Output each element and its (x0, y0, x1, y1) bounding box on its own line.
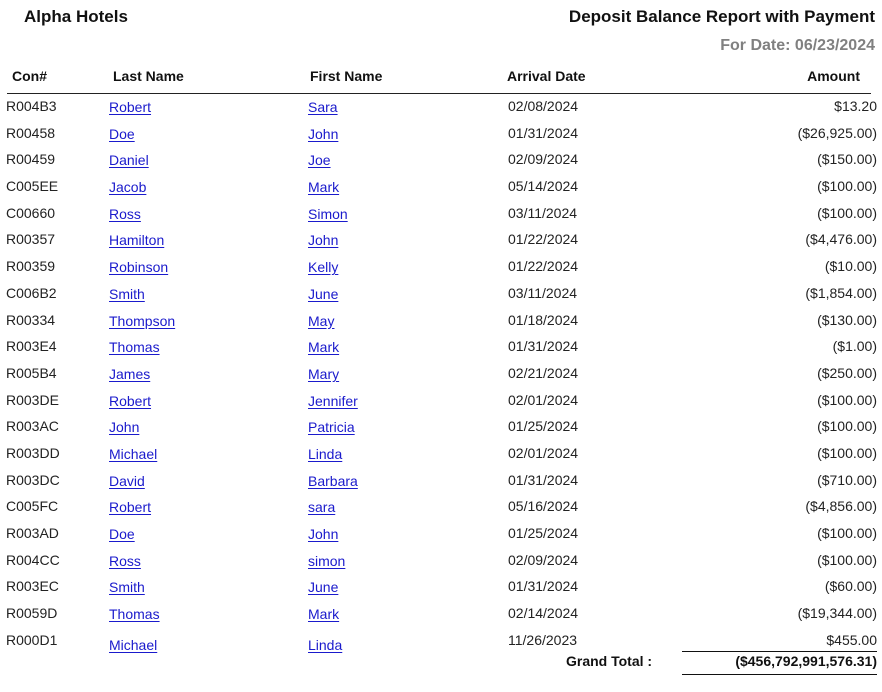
grand-total-top-rule (682, 651, 877, 652)
first-name-link[interactable]: Joe (308, 152, 331, 169)
arrival-date: 01/31/2024 (508, 578, 579, 595)
report-rows (0, 94, 882, 654)
confirmation-number: R00357 (6, 231, 56, 248)
amount: ($1,854.00) (805, 284, 877, 301)
last-name-link[interactable]: Jacob (109, 179, 147, 196)
amount: ($4,856.00) (805, 498, 877, 515)
first-name-link[interactable]: Sara (308, 99, 338, 115)
amount: ($10.00) (824, 258, 877, 275)
confirmation-number: R005B4 (6, 364, 57, 381)
table-row (0, 601, 882, 628)
first-name-link[interactable]: Mark (308, 606, 340, 623)
arrival-date: 11/26/2023 (508, 631, 578, 648)
arrival-date: 02/01/2024 (508, 391, 579, 408)
table-row (0, 548, 882, 575)
last-name-link[interactable]: Smith (109, 579, 145, 596)
confirmation-number: C005FC (6, 498, 59, 515)
confirmation-number: R00458 (6, 124, 56, 141)
table-row (0, 361, 882, 388)
arrival-date: 02/14/2024 (508, 605, 579, 622)
last-name-link[interactable]: Robinson (109, 259, 169, 276)
last-name-link[interactable]: Thomas (109, 606, 160, 623)
first-name-link[interactable]: Mark (308, 339, 340, 356)
first-name-link[interactable]: John (308, 232, 339, 249)
first-name-link[interactable]: Jennifer (308, 392, 358, 409)
table-row (0, 521, 882, 548)
confirmation-number: R0059D (6, 605, 58, 622)
confirmation-number: R003AD (6, 525, 59, 541)
amount: ($250.00) (817, 364, 877, 381)
table-row (0, 254, 882, 281)
confirmation-number: R00459 (6, 151, 56, 168)
table-row (0, 227, 882, 254)
amount: ($100.00) (817, 391, 877, 408)
report-date: For Date: 06/23/2024 (720, 37, 875, 54)
report-title: Deposit Balance Report with Payment (568, 7, 875, 26)
arrival-date: 03/11/2024 (508, 204, 578, 221)
last-name-link[interactable]: David (109, 472, 145, 489)
last-name-link[interactable]: Michael (109, 445, 158, 462)
table-row (0, 574, 882, 601)
confirmation-number: R004CC (6, 551, 60, 568)
confirmation-number: R000D1 (6, 631, 58, 648)
first-name-link[interactable]: Linda (308, 636, 343, 653)
arrival-date: 02/08/2024 (508, 98, 579, 114)
last-name-link[interactable]: Doe (109, 526, 135, 542)
confirmation-number: R00334 (6, 311, 56, 328)
last-name-link[interactable]: Robert (109, 99, 152, 115)
arrival-date: 05/14/2024 (508, 178, 579, 195)
last-name-link[interactable]: Robert (109, 499, 152, 516)
last-name-link[interactable]: John (109, 419, 140, 436)
last-name-link[interactable]: James (109, 365, 151, 382)
confirmation-number: R003EC (6, 578, 59, 595)
arrival-date: 01/31/2024 (508, 124, 579, 141)
confirmation-number: R004B3 (6, 98, 57, 114)
arrival-date: 01/22/2024 (508, 258, 579, 275)
table-row (0, 308, 882, 335)
first-name-link[interactable]: Barbara (308, 472, 358, 489)
column-header-first-name: First Name (310, 68, 383, 84)
amount: ($60.00) (824, 578, 877, 595)
column-header-con: Con# (12, 68, 47, 84)
table-row (0, 121, 882, 148)
amount: ($1.00) (832, 338, 877, 355)
table-row (0, 201, 882, 228)
table-row (0, 388, 882, 415)
table-row (0, 494, 882, 521)
grand-total-bottom-rule (682, 674, 877, 675)
company-name: Alpha Hotels (24, 7, 128, 26)
first-name-link[interactable]: Mark (308, 179, 340, 196)
table-row (0, 334, 882, 361)
first-name-link[interactable]: John (308, 125, 339, 142)
first-name-link[interactable]: simon (308, 552, 346, 569)
confirmation-number: R003E4 (6, 338, 57, 355)
confirmation-number: R003DD (6, 444, 60, 461)
first-name-link[interactable]: June (308, 285, 339, 302)
table-row (0, 281, 882, 308)
table-row (0, 441, 882, 468)
table-row (0, 147, 882, 174)
arrival-date: 01/31/2024 (508, 471, 579, 488)
last-name-link[interactable]: Ross (109, 552, 141, 569)
confirmation-number: C00660 (6, 204, 56, 221)
arrival-date: 01/22/2024 (508, 231, 579, 248)
arrival-date: 02/09/2024 (508, 551, 579, 568)
column-header-arrival-date: Arrival Date (507, 68, 586, 84)
amount: ($19,344.00) (797, 605, 877, 622)
table-row (0, 468, 882, 495)
first-name-link[interactable]: sara (308, 499, 336, 516)
last-name-link[interactable]: Hamilton (109, 232, 165, 249)
confirmation-number: R003DE (6, 391, 59, 408)
confirmation-number: R00359 (6, 258, 56, 275)
amount: ($100.00) (817, 418, 877, 435)
amount: ($710.00) (817, 471, 877, 488)
confirmation-number: R003DC (6, 471, 60, 488)
amount: ($4,476.00) (805, 231, 877, 248)
arrival-date: 02/01/2024 (508, 444, 579, 461)
arrival-date: 01/31/2024 (508, 338, 579, 355)
amount: ($100.00) (817, 444, 877, 461)
confirmation-number: C005EE (6, 178, 59, 195)
arrival-date: 01/18/2024 (508, 311, 579, 328)
amount: ($100.00) (817, 551, 877, 568)
last-name-link[interactable]: Smith (109, 285, 145, 302)
amount: ($100.00) (817, 204, 877, 221)
first-name-link[interactable]: June (308, 579, 339, 596)
last-name-link[interactable]: Thompson (109, 312, 176, 329)
amount: ($130.00) (817, 311, 877, 328)
arrival-date: 01/25/2024 (508, 525, 579, 541)
last-name-link[interactable]: Ross (109, 205, 141, 222)
last-name-link[interactable]: Doe (109, 125, 135, 142)
last-name-link[interactable]: Robert (109, 392, 152, 409)
amount: ($26,925.00) (797, 124, 877, 141)
grand-total-value: ($456,792,991,576.31) (735, 653, 877, 669)
table-row (0, 414, 882, 441)
last-name-link[interactable]: Daniel (109, 152, 149, 169)
last-name-link[interactable]: Thomas (109, 339, 160, 356)
amount: ($100.00) (817, 178, 877, 195)
arrival-date: 03/11/2024 (508, 284, 578, 301)
first-name-link[interactable]: Patricia (308, 419, 355, 436)
first-name-link[interactable]: Kelly (308, 259, 339, 276)
amount: $455.00 (826, 631, 877, 648)
last-name-link[interactable]: Michael (109, 636, 158, 653)
amount: $13.20 (834, 98, 877, 114)
column-header-last-name: Last Name (113, 68, 184, 84)
amount: ($150.00) (817, 151, 877, 168)
first-name-link[interactable]: Mary (308, 365, 340, 382)
first-name-link[interactable]: John (308, 526, 339, 542)
table-row (0, 94, 882, 121)
first-name-link[interactable]: Linda (308, 445, 343, 462)
confirmation-number: R003AC (6, 418, 59, 435)
confirmation-number: C006B2 (6, 284, 57, 301)
arrival-date: 05/16/2024 (508, 498, 579, 515)
column-header-amount: Amount (807, 68, 860, 84)
amount: ($100.00) (817, 525, 877, 541)
table-row (0, 174, 882, 201)
grand-total-label: Grand Total : (566, 653, 653, 669)
arrival-date: 02/21/2024 (508, 364, 579, 381)
first-name-link[interactable]: May (308, 312, 335, 329)
first-name-link[interactable]: Simon (308, 205, 348, 222)
arrival-date: 01/25/2024 (508, 418, 579, 435)
arrival-date: 02/09/2024 (508, 151, 579, 168)
